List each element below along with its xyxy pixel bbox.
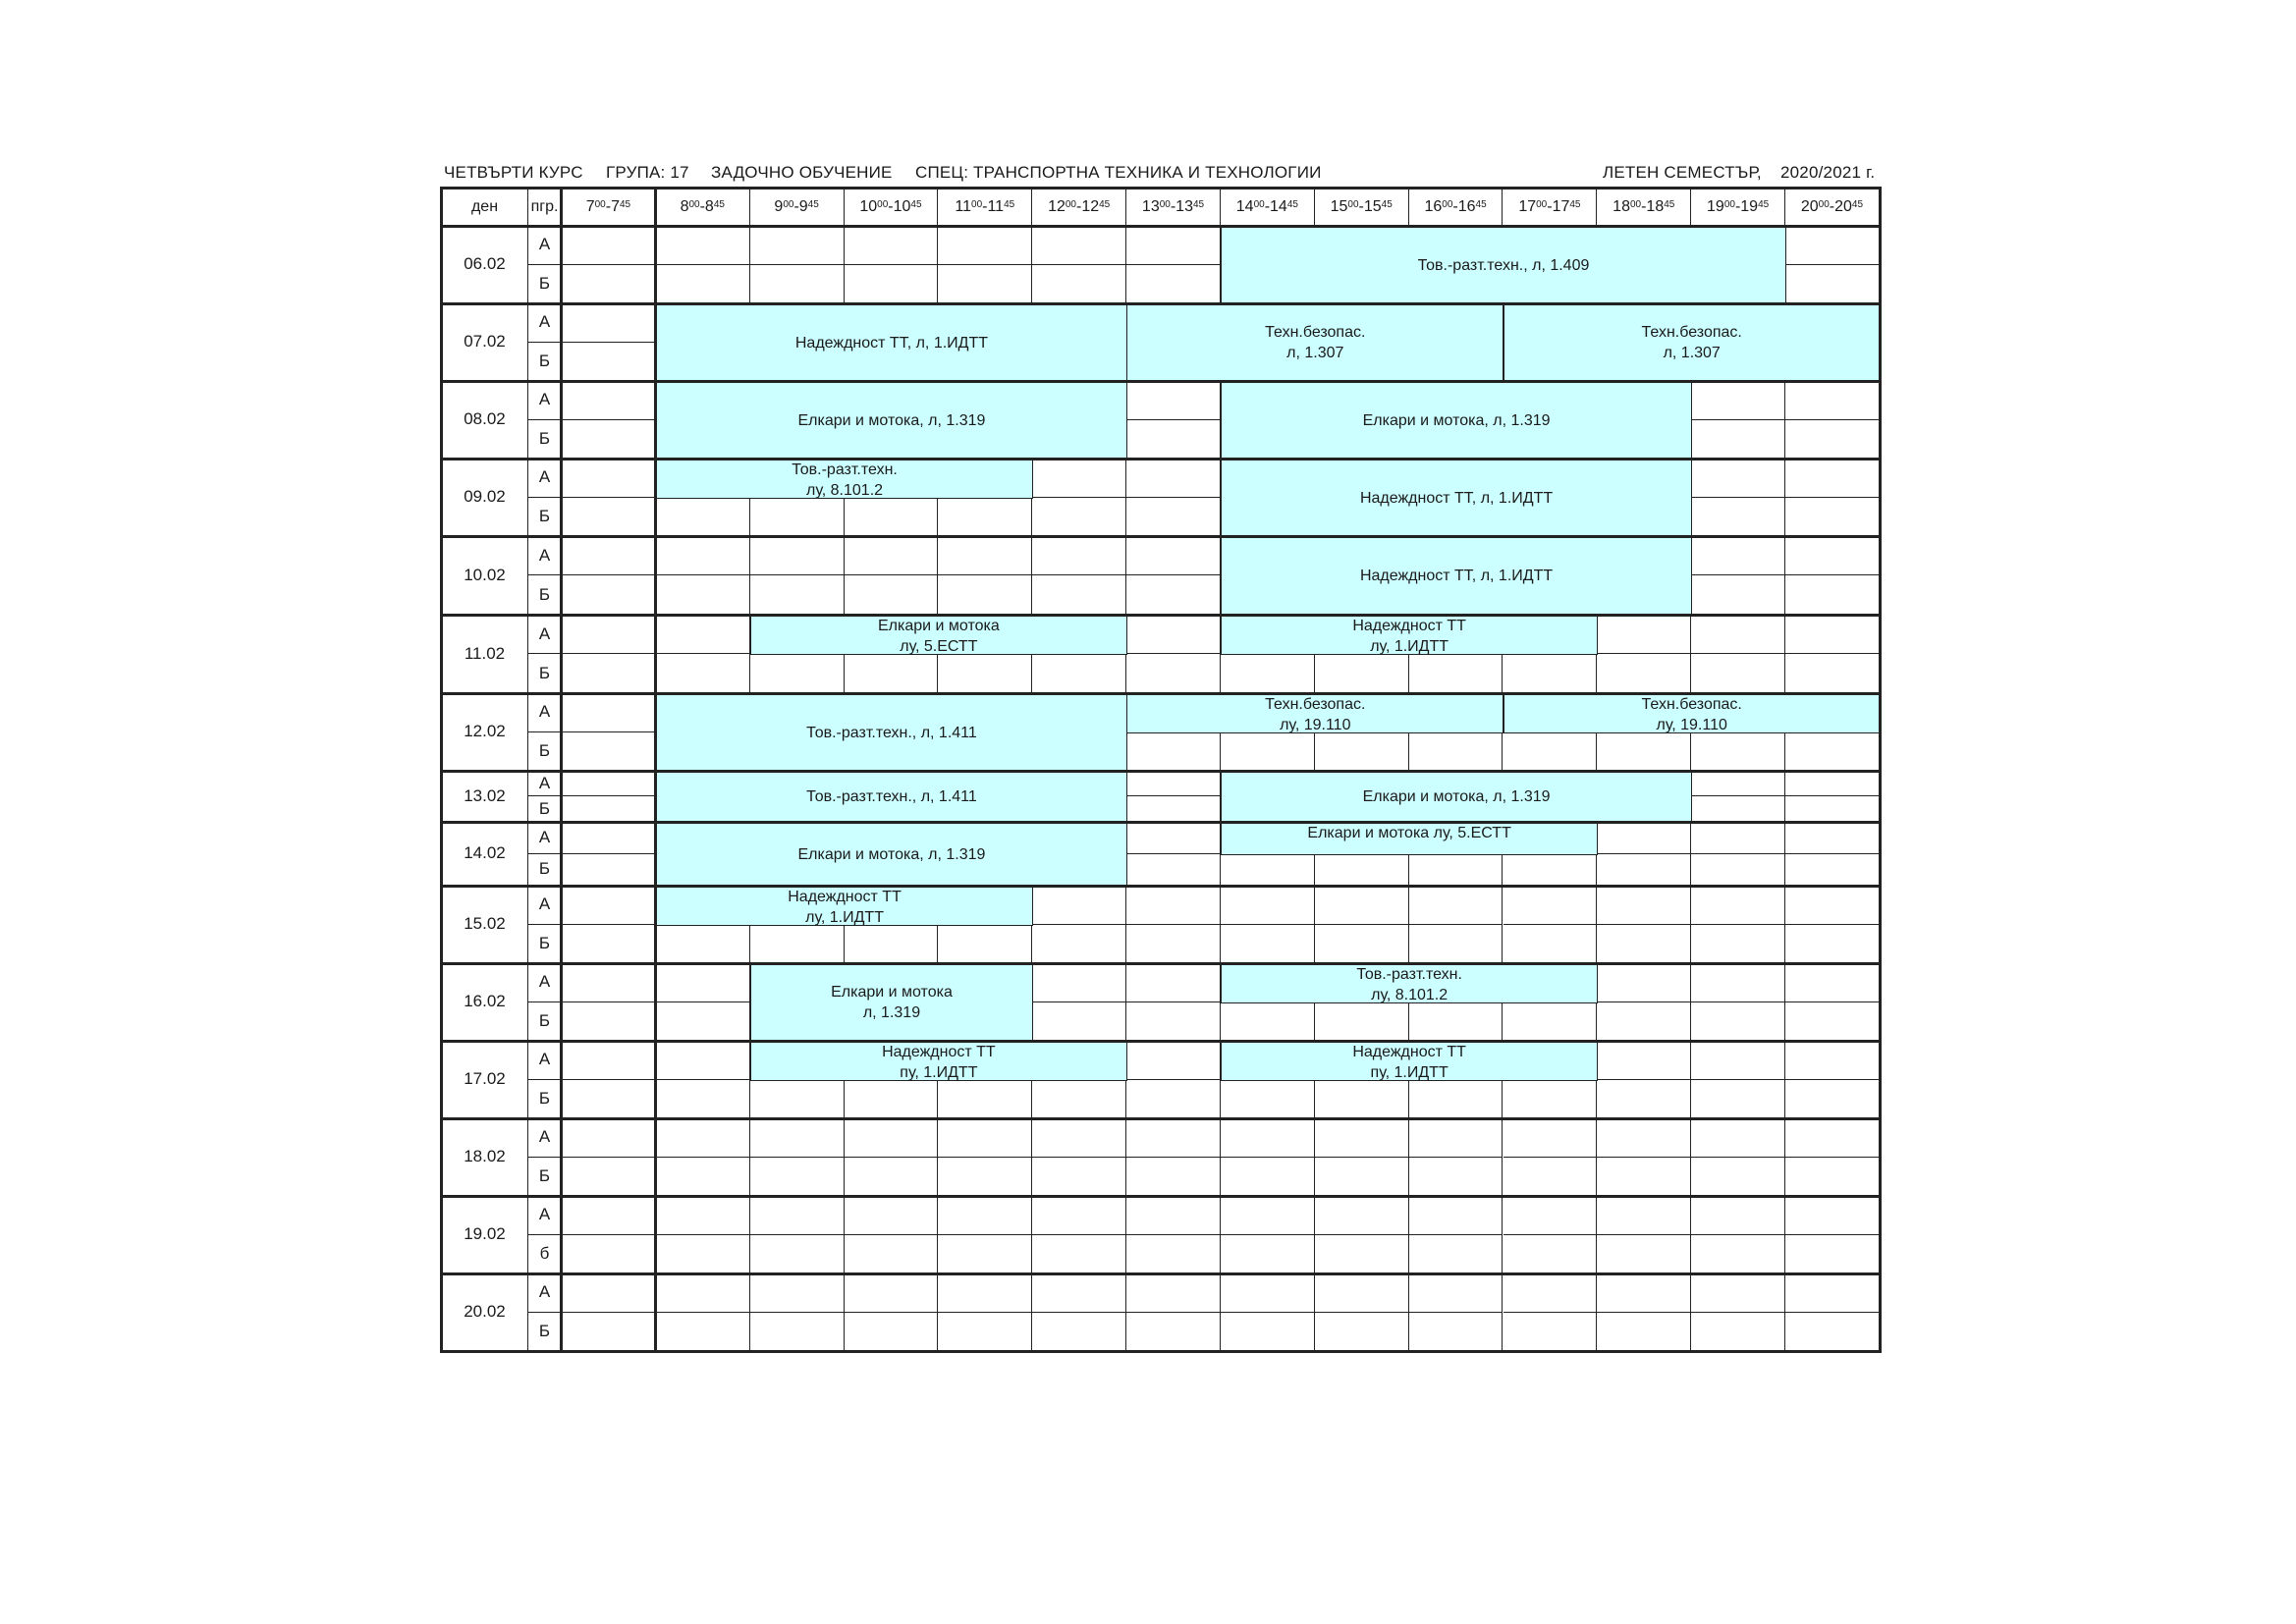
specialty-label: СПЕЦ: ТРАНСПОРТНА ТЕХНИКА И ТЕХНОЛОГИИ xyxy=(915,163,1322,182)
class-event-text: Техн.безопас. xyxy=(1641,696,1742,713)
column-header-day: ден xyxy=(442,189,528,226)
class-event-text: л, 1.319 xyxy=(862,1004,921,1021)
subgroup-cell: Б xyxy=(528,1080,562,1119)
column-header-timeslot: 20 $^{00}$ - 20 $^{45}$ xyxy=(1785,189,1880,226)
day-date-cell: 18.02 xyxy=(442,1118,528,1196)
subgroup-cell: А xyxy=(528,963,562,1002)
column-header-timeslot: 8 $^{00}$ - 8 $^{45}$ xyxy=(656,189,750,226)
subgroup-cell: Б xyxy=(528,654,562,693)
subgroup-cell: А xyxy=(528,381,562,420)
column-header-timeslot: 12 $^{00}$ - 12 $^{45}$ xyxy=(1032,189,1126,226)
subgroup-cell: Б xyxy=(528,1002,562,1042)
class-event-text: Техн.безопас. xyxy=(1641,324,1742,341)
subgroup-cell: Б xyxy=(528,1158,562,1197)
class-event-text: Елкари и мотока, л, 1.319 xyxy=(797,411,986,429)
subgroup-cell: А xyxy=(528,771,562,796)
subgroup-cell: А xyxy=(528,1273,562,1313)
class-event-text: Техн.безопас. xyxy=(1265,324,1366,341)
column-header-timeslot: 15 $^{00}$ - 15 $^{45}$ xyxy=(1315,189,1409,226)
subgroup-cell: б xyxy=(528,1235,562,1274)
class-event-text: Елкари и мотока, л, 1.319 xyxy=(1362,788,1551,805)
class-event-text: Надеждност ТТ xyxy=(1352,1044,1466,1060)
class-event-text: Тов.-разт.техн., л, 1.411 xyxy=(806,788,977,805)
class-event-text: лу, 5.ЕСТТ xyxy=(900,638,978,655)
column-header-timeslot: 14 $^{00}$ - 14 $^{45}$ xyxy=(1221,189,1315,226)
group-label: ГРУПА: 17 xyxy=(606,163,689,182)
subgroup-cell: Б xyxy=(528,265,562,304)
day-date-cell: 07.02 xyxy=(442,303,528,381)
column-header-timeslot: 9 $^{00}$ - 9 $^{45}$ xyxy=(750,189,845,226)
subgroup-cell: Б xyxy=(528,925,562,964)
course-label: ЧЕТВЪРТИ КУРС xyxy=(444,163,583,182)
subgroup-cell: Б xyxy=(528,575,562,615)
day-date-cell: 19.02 xyxy=(442,1196,528,1273)
year-label: 2020/2021 г. xyxy=(1780,163,1876,182)
subgroup-cell: А xyxy=(528,1041,562,1080)
column-header-timeslot: 13 $^{00}$ - 13 $^{45}$ xyxy=(1126,189,1221,226)
day-date-cell: 13.02 xyxy=(442,771,528,822)
column-header-timeslot: 18 $^{00}$ - 18 $^{45}$ xyxy=(1597,189,1691,226)
subgroup-cell: А xyxy=(528,536,562,575)
subgroup-cell: Б xyxy=(528,854,562,887)
class-event-text: л, 1.307 xyxy=(1663,345,1721,361)
class-event-text: пу, 1.ИДТТ xyxy=(1370,1064,1449,1081)
column-header-timeslot: 10 $^{00}$ - 10 $^{45}$ xyxy=(845,189,939,226)
class-event-text: л, 1.307 xyxy=(1286,345,1344,361)
class-event-text: Тов.-разт.техн., л, 1.411 xyxy=(806,724,977,741)
class-event-text: Елкари и мотока лу, 5.ЕСТТ xyxy=(1307,825,1511,841)
subgroup-cell: А xyxy=(528,822,562,854)
day-date-cell: 09.02 xyxy=(442,459,528,536)
class-event-text: лу, 1.ИДТТ xyxy=(1370,638,1449,655)
semester-label: ЛЕТЕН СЕМЕСТЪР, xyxy=(1603,163,1762,182)
class-event-text: Елкари и мотока xyxy=(878,618,1000,634)
subgroup-cell: Б xyxy=(528,343,562,382)
day-date-cell: 10.02 xyxy=(442,536,528,615)
class-event-text: Надеждност ТТ xyxy=(1352,618,1466,634)
day-date-cell: 17.02 xyxy=(442,1041,528,1118)
class-event-text: лу, 8.101.2 xyxy=(1371,987,1449,1003)
column-header-timeslot: 17 $^{00}$ - 17 $^{45}$ xyxy=(1503,189,1598,226)
subgroup-cell: Б xyxy=(528,732,562,772)
class-event-text: Елкари и мотока, л, 1.319 xyxy=(1362,411,1551,429)
class-event-text: Тов.-разт.техн., л, 1.409 xyxy=(1417,256,1590,274)
column-separator xyxy=(654,189,657,1351)
class-event-text: Тов.-разт.техн. xyxy=(1356,966,1462,983)
subgroup-cell: А xyxy=(528,886,562,925)
subgroup-cell: А xyxy=(528,303,562,343)
day-date-cell: 20.02 xyxy=(442,1273,528,1351)
day-date-cell: 08.02 xyxy=(442,381,528,459)
column-header-timeslot: 19 $^{00}$ - 19 $^{45}$ xyxy=(1691,189,1785,226)
column-header-timeslot: 7 $^{00}$ - 7 $^{45}$ xyxy=(562,189,656,226)
subgroup-cell: А xyxy=(528,1118,562,1158)
class-event-text: лу, 1.ИДТТ xyxy=(805,909,884,926)
subgroup-cell: Б xyxy=(528,498,562,537)
subgroup-cell: А xyxy=(528,459,562,498)
subgroup-cell: Б xyxy=(528,1313,562,1352)
column-separator xyxy=(560,189,563,1351)
class-event-text: Техн.безопас. xyxy=(1265,696,1366,713)
subgroup-cell: Б xyxy=(528,420,562,460)
class-event-text: лу, 19.110 xyxy=(1656,717,1727,733)
class-event-text: лу, 8.101.2 xyxy=(806,482,884,499)
class-event-text: Тов.-разт.техн. xyxy=(792,461,898,478)
day-date-cell: 14.02 xyxy=(442,822,528,886)
subgroup-cell: А xyxy=(528,615,562,654)
day-date-cell: 12.02 xyxy=(442,693,528,771)
day-date-cell: 16.02 xyxy=(442,963,528,1041)
subgroup-cell: А xyxy=(528,1196,562,1235)
column-header-timeslot: 11 $^{00}$ - 11 $^{45}$ xyxy=(938,189,1032,226)
day-date-cell: 11.02 xyxy=(442,615,528,693)
subgroup-cell: А xyxy=(528,693,562,732)
class-event-text: Надеждност ТТ, л, 1.ИДТТ xyxy=(794,334,989,352)
class-event-text: Надеждност ТТ xyxy=(788,889,902,905)
class-event-text: Надеждност ТТ, л, 1.ИДТТ xyxy=(1359,568,1554,584)
class-event-text: Надеждност ТТ xyxy=(882,1044,996,1060)
column-header-timeslot: 16 $^{00}$ - 16 $^{45}$ xyxy=(1409,189,1503,226)
subgroup-cell: А xyxy=(528,226,562,265)
class-event-text: Елкари и мотока xyxy=(831,984,953,1001)
class-event-text: Надеждност ТТ, л, 1.ИДТТ xyxy=(1359,489,1554,507)
class-event-text: лу, 19.110 xyxy=(1280,717,1351,733)
day-date-cell: 06.02 xyxy=(442,226,528,303)
subgroup-cell: Б xyxy=(528,796,562,822)
class-event-text: Елкари и мотока, л, 1.319 xyxy=(797,845,986,863)
column-header-subgroup: пгр. xyxy=(528,189,562,226)
study-mode-label: ЗАДОЧНО ОБУЧЕНИЕ xyxy=(711,163,893,182)
day-date-cell: 15.02 xyxy=(442,886,528,963)
class-event-text: пу, 1.ИДТТ xyxy=(900,1064,978,1081)
